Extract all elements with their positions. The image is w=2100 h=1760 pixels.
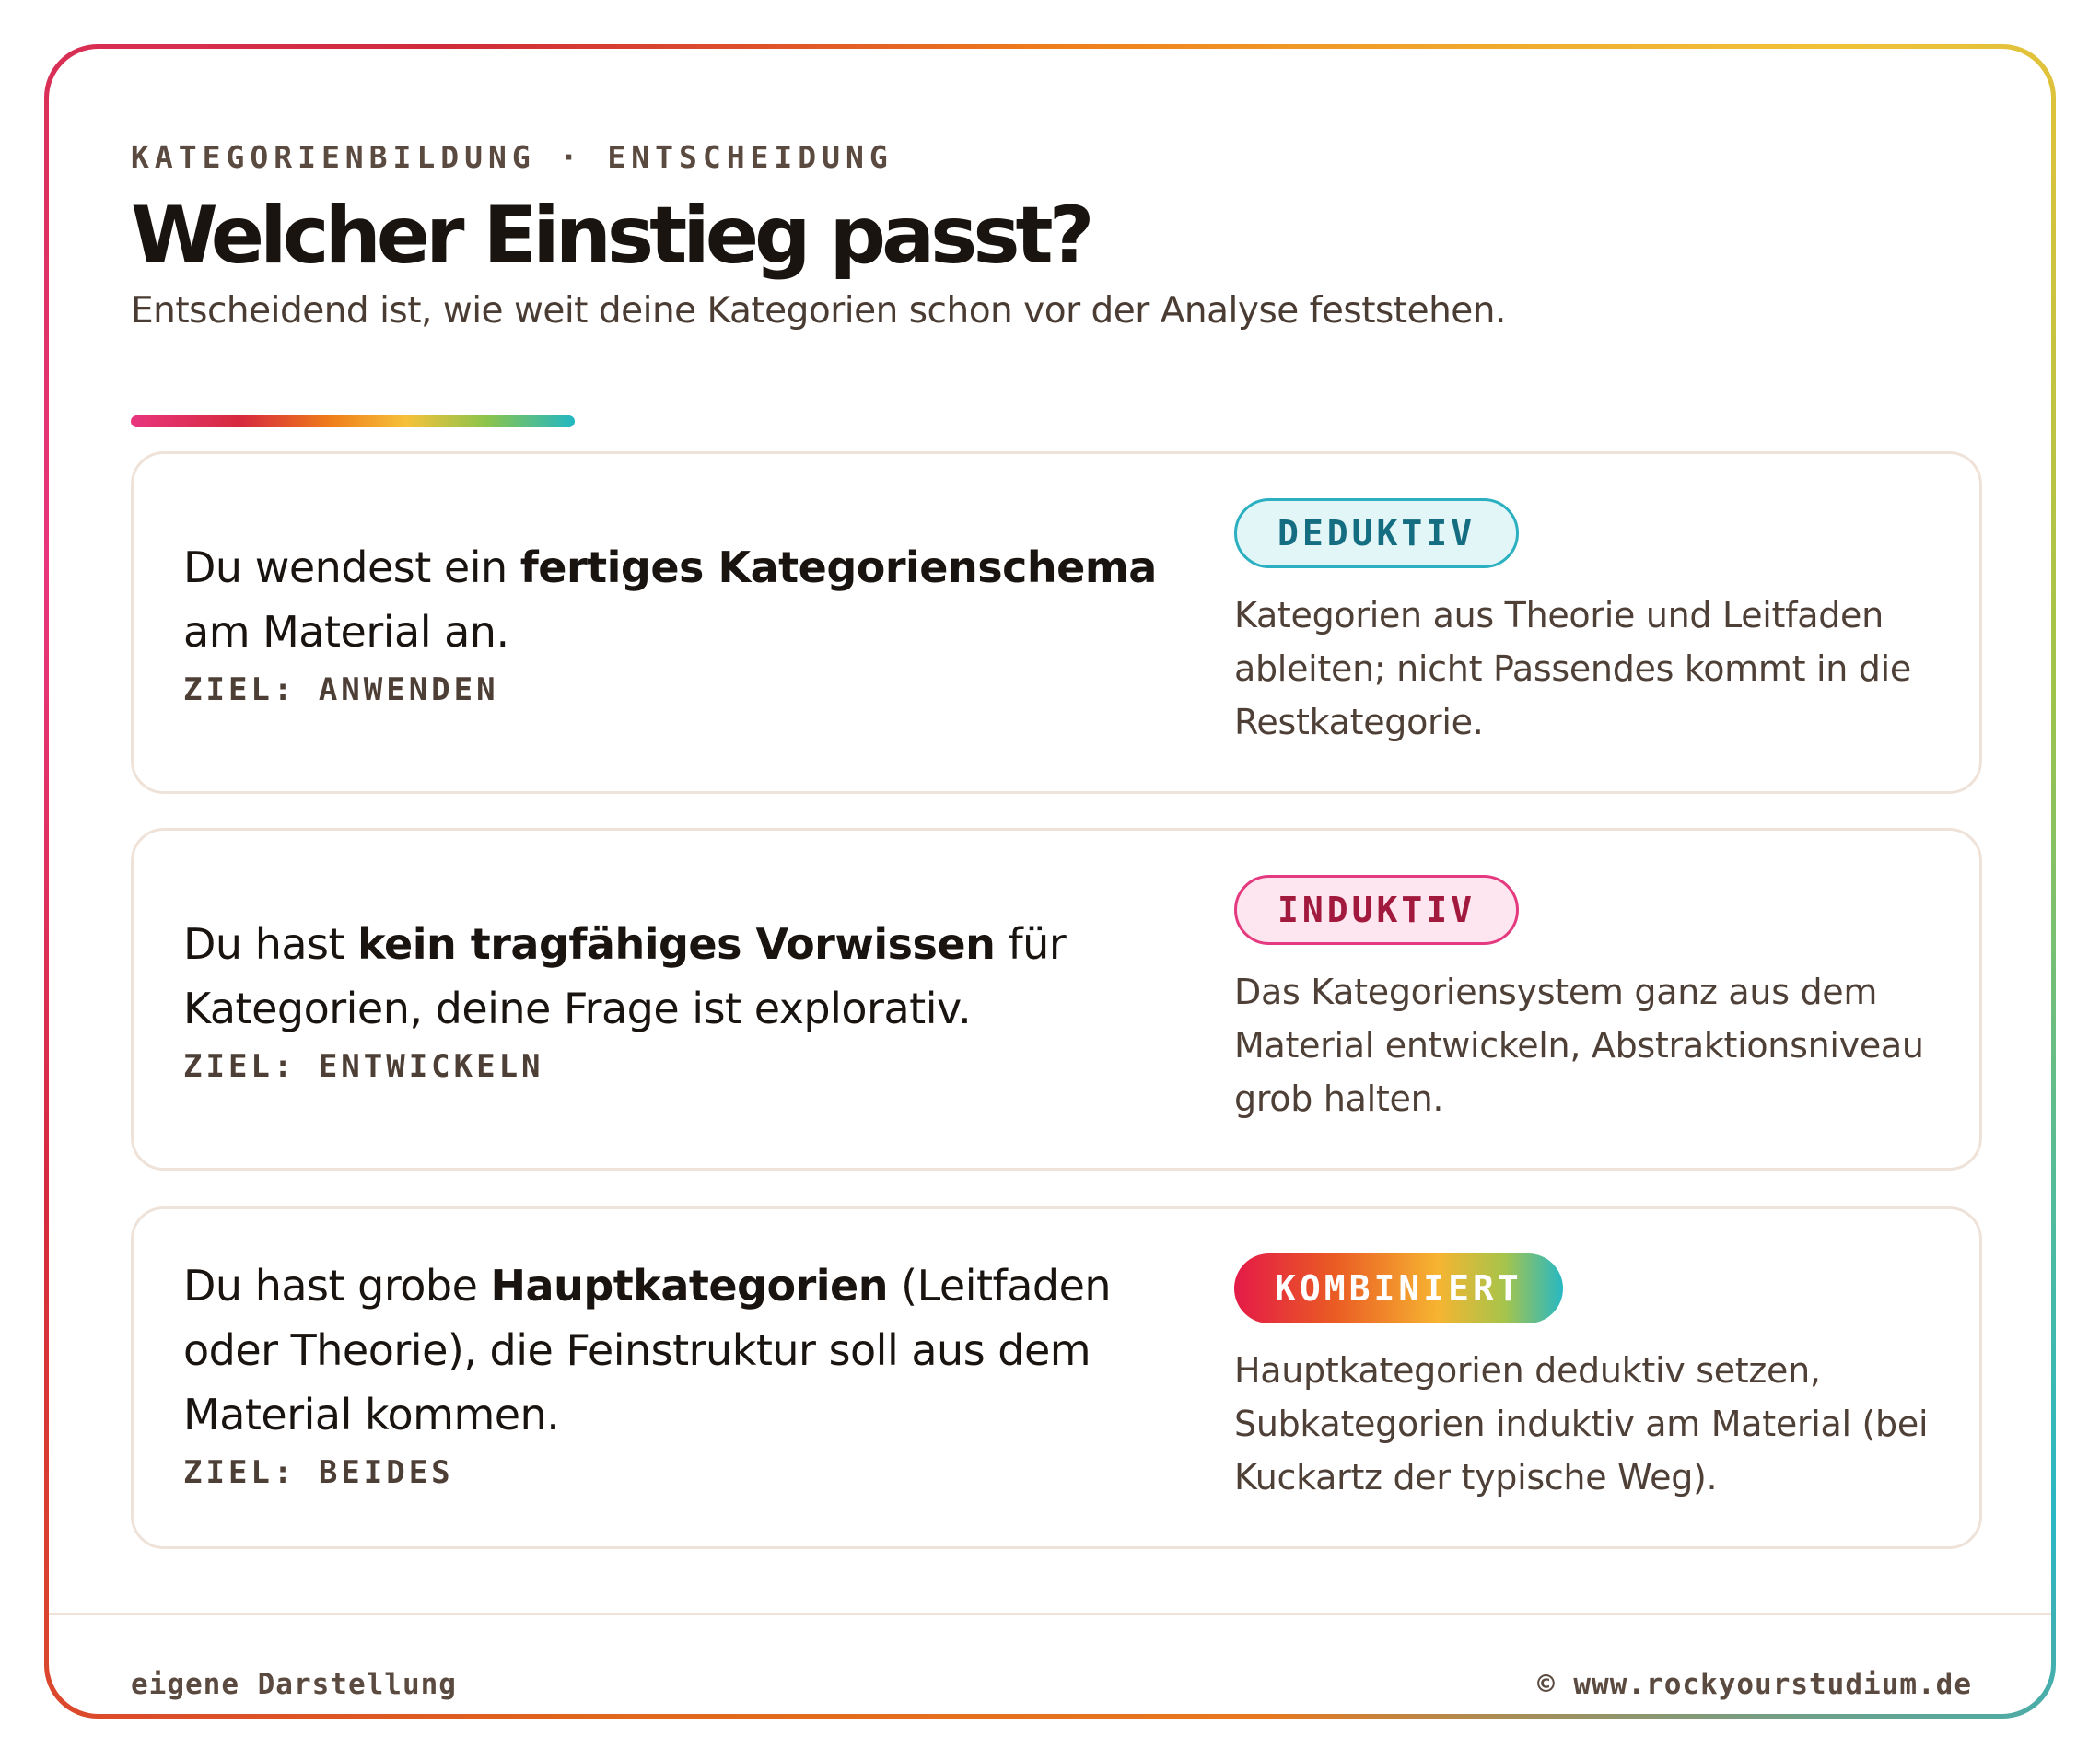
- footer-copyright: © www.rockyourstudium.de: [1537, 1668, 1972, 1701]
- question-text: für Kategorien, deine Frage ist explorativ.: [183, 919, 1067, 1033]
- card-description: Kategorien aus Theorie und Leitfaden ableiten; nicht Passendes kommt in die Restkategorie.: [1234, 595, 1911, 742]
- card-question-block: [183, 535, 1196, 708]
- question-emphasis: kein tragfähiges Vorwissen: [357, 919, 996, 969]
- accent-gradient-bar: [131, 415, 575, 427]
- card-description: Das Kategoriensystem ganz aus dem Material entwickeln, Abstraktionsniveau grob halten.: [1234, 972, 1924, 1119]
- gradient-frame: [44, 44, 2056, 1719]
- card-answer-block: [1234, 1253, 1943, 1504]
- badge-induktiv: INDUKTIV: [1234, 875, 1519, 945]
- card-goal: ZIEL: BEIDES: [183, 1454, 454, 1491]
- card-goal: ZIEL: ENTWICKELN: [183, 1048, 544, 1085]
- option-card-deduktiv: [131, 451, 1982, 794]
- card-answer-block: [1234, 875, 1943, 1125]
- page-title: Welcher Einstieg passt?: [131, 190, 1091, 282]
- badge-kombiniert: KOMBINIERT: [1234, 1253, 1563, 1323]
- card-question: [183, 535, 1196, 664]
- card-description: Hauptkategorien deduktiv setzen, Subkategorien induktiv am Material (bei Kuckartz der typische Weg).: [1234, 1350, 1929, 1498]
- question-emphasis: Hauptkategorien: [490, 1261, 888, 1311]
- footer-divider: [49, 1613, 2051, 1615]
- question-text: Du hast: [183, 919, 358, 969]
- card-question: [183, 912, 1196, 1041]
- question-text: am Material an.: [183, 607, 509, 657]
- eyebrow-label: KATEGORIENBILDUNG · ENTSCHEIDUNG: [131, 139, 893, 175]
- question-text: (Leitfaden oder Theorie), die Feinstruktur soll aus dem Material kommen.: [183, 1261, 1112, 1439]
- option-card-kombiniert: [131, 1206, 1982, 1549]
- question-emphasis: fertiges Kategorienschema: [519, 542, 1157, 592]
- card-question-block: [183, 912, 1196, 1085]
- card-goal: ZIEL: ANWENDEN: [183, 671, 499, 708]
- question-text: Du wendest ein: [183, 542, 520, 592]
- infographic-card: [49, 49, 2051, 1714]
- option-card-induktiv: [131, 828, 1982, 1171]
- badge-deduktiv: DEDUKTIV: [1234, 498, 1519, 568]
- card-answer-block: [1234, 498, 1943, 749]
- page-subtitle: Entscheidend ist, wie weit deine Kategorien schon vor der Analyse feststehen.: [131, 290, 1506, 332]
- question-text: Du hast grobe: [183, 1261, 491, 1311]
- footer-source: eigene Darstellung: [131, 1668, 457, 1701]
- card-question-block: [183, 1253, 1196, 1491]
- card-question: [183, 1253, 1196, 1447]
